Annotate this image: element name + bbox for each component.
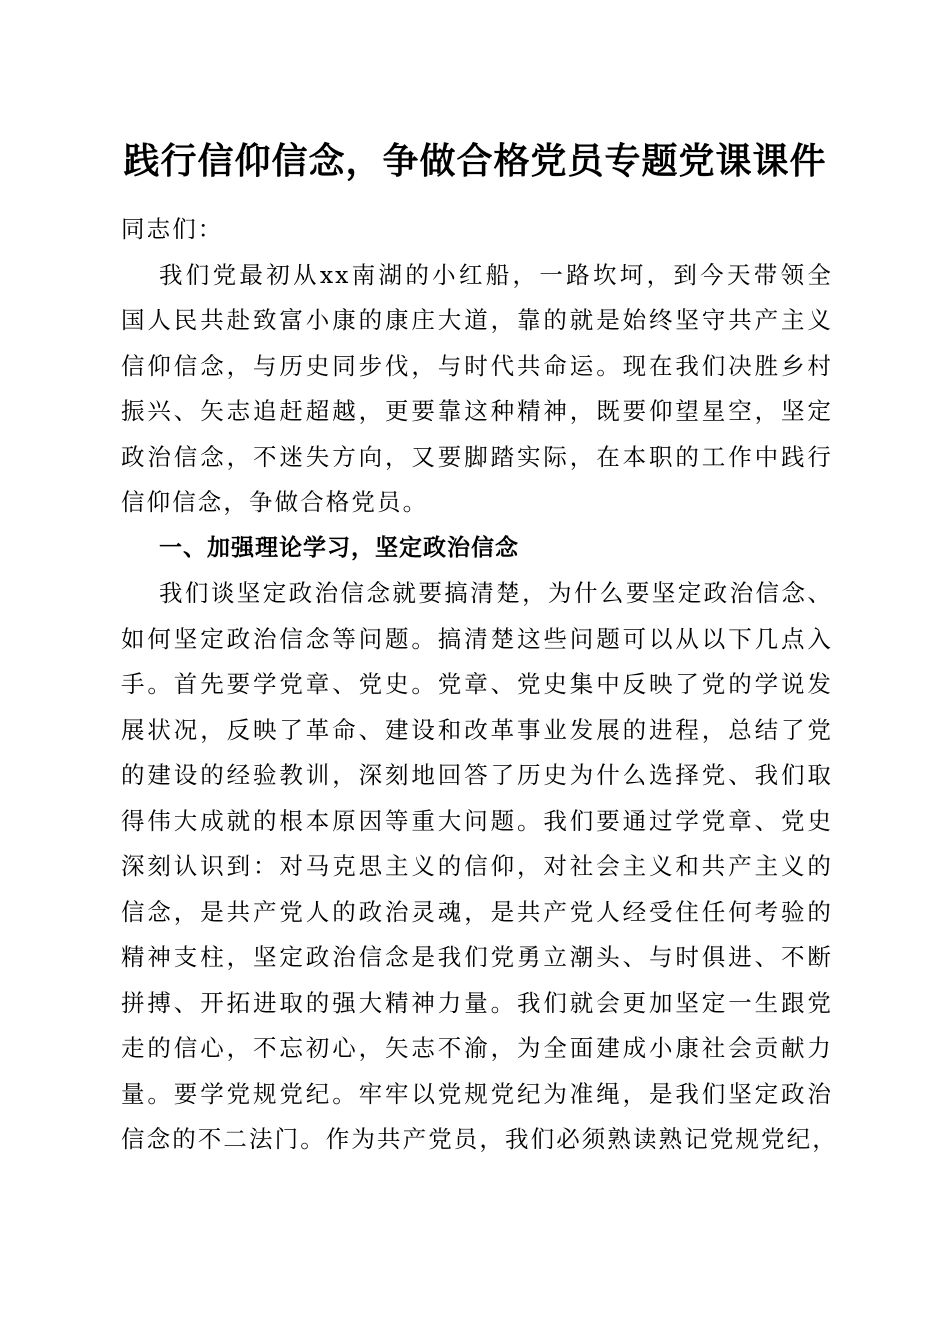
paragraph-line: 政治信念，不迷失方向，又要脚踏实际，在本职的工作中践行 [121,442,833,471]
paragraph-line: 展状况，反映了革命、建设和改革事业发展的进程，总结了党 [121,715,833,744]
paragraph-intro [121,253,833,526]
paragraph-line: 国人民共赴致富小康的康庄大道，靠的就是始终坚守共产主义 [121,306,833,334]
document-body [121,207,838,1163]
paragraph-line: 的建设的经验教训，深刻地回答了历史为什么选择党、我们取 [121,761,833,789]
paragraph-line: 振兴、矢志追赶超越，更要靠这种精神，既要仰望星空，坚定 [121,397,833,425]
paragraph-line: 得伟大成就的根本原因等重大问题。我们要通过学党章、党史 [121,806,833,835]
paragraph-line: 信念的不二法门。作为共产党员，我们必须熟读熟记党规党纪， [121,1125,838,1153]
paragraph-line: 我们党最初从xx南湖的小红船，一路坎坷，到今天带领全 [159,260,833,289]
paragraph-line: 手。首先要学党章、党史。党章、党史集中反映了党的学说发 [121,670,833,698]
paragraph-line: 信仰信念，争做合格党员。 [121,488,429,516]
salutation: 同志们： [121,215,224,243]
paragraph-line: 深刻认识到：对马克思主义的信仰，对社会主义和共产主义的 [121,852,833,880]
paragraph-line: 我们谈坚定政治信念就要搞清楚，为什么要坚定政治信念、 [159,579,833,607]
paragraph-line: 拼搏、开拓进取的强大精神力量。我们就会更加坚定一生跟党 [121,988,833,1017]
paragraph-line: 量。要学党规党纪。牢牢以党规党纪为准绳，是我们坚定政治 [121,1079,833,1108]
paragraph-line: 信念，是共产党人的政治灵魂，是共产党人经受住任何考验的 [121,897,833,926]
paragraph-line: 走的信心，不忘初心，矢志不渝，为全面建成小康社会贡献力 [121,1034,833,1062]
paragraph-line: 如何坚定政治信念等问题。搞清楚这些问题可以从以下几点入 [121,624,833,653]
section-heading: 一、加强理论学习，坚定政治信念 [159,534,519,561]
document-title: 践行信仰信念，争做合格党员专题党课课件 [123,140,827,182]
paragraph-section1 [121,571,838,1163]
paragraph-line: 精神支柱，坚定政治信念是我们党勇立潮头、与时俱进、不断 [121,943,833,971]
paragraph-line: 信仰信念，与历史同步伐，与时代共命运。现在我们决胜乡村 [121,351,833,380]
